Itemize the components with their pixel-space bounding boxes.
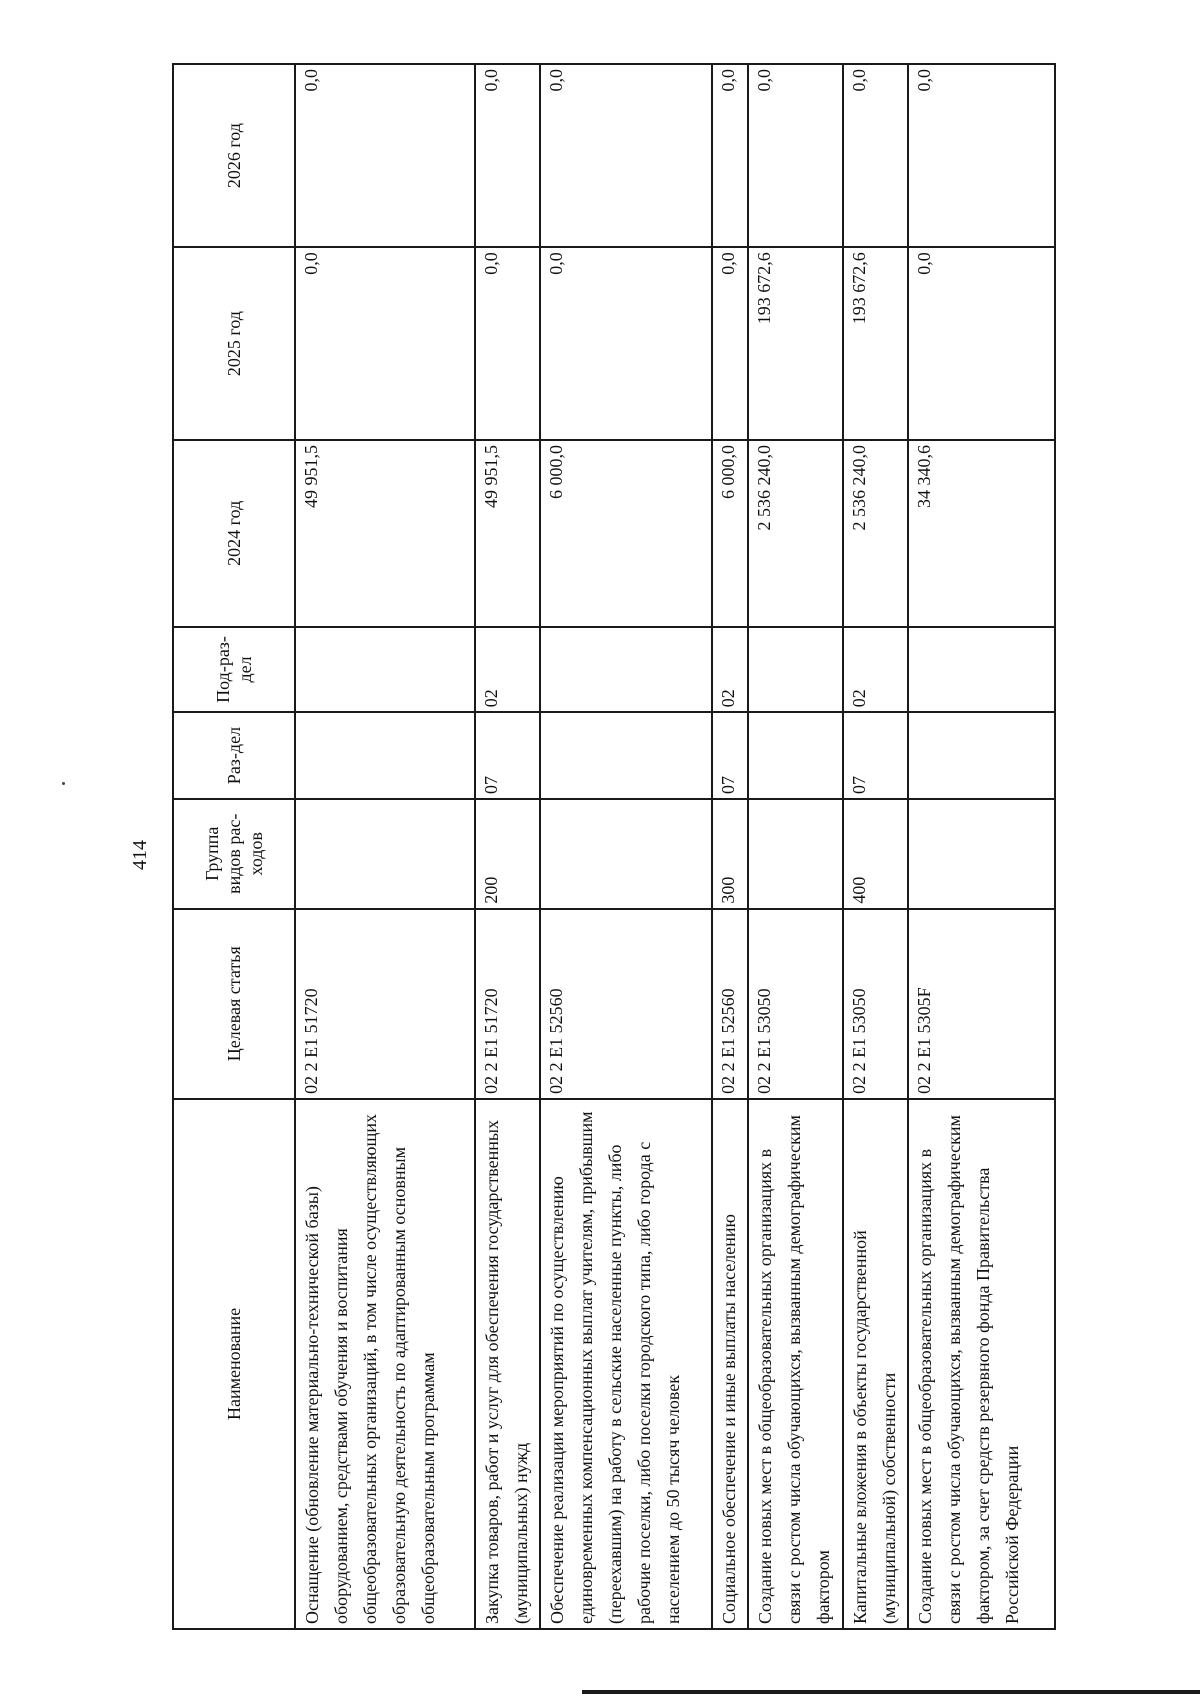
- cell-target-article: 02 2 Е1 53050: [748, 909, 843, 1099]
- header-year-2024: 2024 год: [173, 440, 295, 627]
- cell-year-2025: 0,0: [908, 247, 1055, 440]
- table-row: [748, 64, 843, 1629]
- scan-dot: [62, 782, 65, 785]
- rotated-table-wrapper: [172, 63, 1056, 1630]
- cell-name: Оснащение (обновление материально-технической базы) оборудованием, средствами обучения и воспитания общеобразовательных организаций, в том числе осуществляющих образовательную деятельность по адаптированным основным общеобразовательным программам: [295, 1099, 475, 1629]
- cell-subsection: [908, 627, 1055, 713]
- cell-year-2026: 0,0: [748, 64, 843, 247]
- header-year-2026: 2026 год: [173, 64, 295, 247]
- table-row: [475, 64, 540, 1629]
- cell-expense-group: 300: [712, 799, 748, 909]
- cell-expense-group: [540, 799, 712, 909]
- budget-table: [172, 63, 1056, 1630]
- cell-target-article: 02 2 Е1 53050: [843, 909, 908, 1099]
- cell-year-2025: 193 672,6: [843, 247, 908, 440]
- header-subsection: Под-раз-дел: [173, 627, 295, 713]
- cell-section: 07: [475, 712, 540, 799]
- cell-name: Создание новых мест в общеобразовательных организациях в связи с ростом числа обучающихся, вызванным демографическим фактором, за счет средств резервного фонда Правительства Российской Федерации: [908, 1099, 1055, 1629]
- page-number: 414: [129, 840, 151, 870]
- table-row: [843, 64, 908, 1629]
- cell-subsection: [748, 627, 843, 713]
- cell-year-2026: 0,0: [908, 64, 1055, 247]
- cell-year-2025: 0,0: [475, 247, 540, 440]
- cell-target-article: 02 2 Е1 52560: [540, 909, 712, 1099]
- cell-name: Обеспечение реализации мероприятий по осуществлению единовременных компенсационных выплат учителям, прибывшим (переехавшим) на работу в сельские населенные пункты, либо рабочие поселки, либо поселки городского типа, либо города с населением до 50 тысяч человек: [540, 1099, 712, 1629]
- table-row: [295, 64, 475, 1629]
- cell-section: [295, 712, 475, 799]
- cell-name: Капитальные вложения в объекты государственной (муниципальной) собственности: [843, 1099, 908, 1629]
- table-row: [540, 64, 712, 1629]
- cell-year-2024: 2 536 240,0: [843, 440, 908, 627]
- cell-expense-group: [748, 799, 843, 909]
- scan-edge-line: [582, 1690, 1200, 1694]
- cell-section: [908, 712, 1055, 799]
- cell-section: [540, 712, 712, 799]
- cell-expense-group: 400: [843, 799, 908, 909]
- cell-year-2025: 193 672,6: [748, 247, 843, 440]
- cell-name: Социальное обеспечение и иные выплаты населению: [712, 1099, 748, 1629]
- cell-section: [748, 712, 843, 799]
- header-target-article: Целевая статья: [173, 909, 295, 1099]
- cell-subsection: [295, 627, 475, 713]
- cell-year-2024: 6 000,0: [540, 440, 712, 627]
- cell-subsection: 02: [843, 627, 908, 713]
- header-name: Наименование: [173, 1099, 295, 1629]
- header-section: Раз-дел: [173, 712, 295, 799]
- header-expense-group: Группа видов рас-ходов: [173, 799, 295, 909]
- cell-target-article: 02 2 Е1 5305F: [908, 909, 1055, 1099]
- cell-year-2024: 6 000,0: [712, 440, 748, 627]
- cell-expense-group: [295, 799, 475, 909]
- cell-name: Создание новых мест в общеобразовательных организациях в связи с ростом числа обучающихся, вызванным демографическим фактором: [748, 1099, 843, 1629]
- cell-year-2024: 49 951,5: [475, 440, 540, 627]
- cell-year-2025: 0,0: [712, 247, 748, 440]
- table-row: [908, 64, 1055, 1629]
- cell-year-2024: 34 340,6: [908, 440, 1055, 627]
- cell-year-2026: 0,0: [712, 64, 748, 247]
- cell-subsection: 02: [475, 627, 540, 713]
- cell-year-2024: 49 951,5: [295, 440, 475, 627]
- cell-expense-group: 200: [475, 799, 540, 909]
- cell-expense-group: [908, 799, 1055, 909]
- cell-year-2025: 0,0: [540, 247, 712, 440]
- cell-year-2026: 0,0: [475, 64, 540, 247]
- table-row: [712, 64, 748, 1629]
- cell-year-2024: 2 536 240,0: [748, 440, 843, 627]
- cell-target-article: 02 2 Е1 51720: [475, 909, 540, 1099]
- cell-subsection: [540, 627, 712, 713]
- cell-year-2026: 0,0: [843, 64, 908, 247]
- cell-section: 07: [843, 712, 908, 799]
- cell-section: 07: [712, 712, 748, 799]
- cell-year-2026: 0,0: [295, 64, 475, 247]
- cell-year-2026: 0,0: [540, 64, 712, 247]
- cell-target-article: 02 2 Е1 52560: [712, 909, 748, 1099]
- cell-subsection: 02: [712, 627, 748, 713]
- cell-target-article: 02 2 Е1 51720: [295, 909, 475, 1099]
- header-year-2025: 2025 год: [173, 247, 295, 440]
- cell-name: Закупка товаров, работ и услуг для обеспечения государственных (муниципальных) нужд: [475, 1099, 540, 1629]
- table-header-row: [173, 64, 295, 1629]
- cell-year-2025: 0,0: [295, 247, 475, 440]
